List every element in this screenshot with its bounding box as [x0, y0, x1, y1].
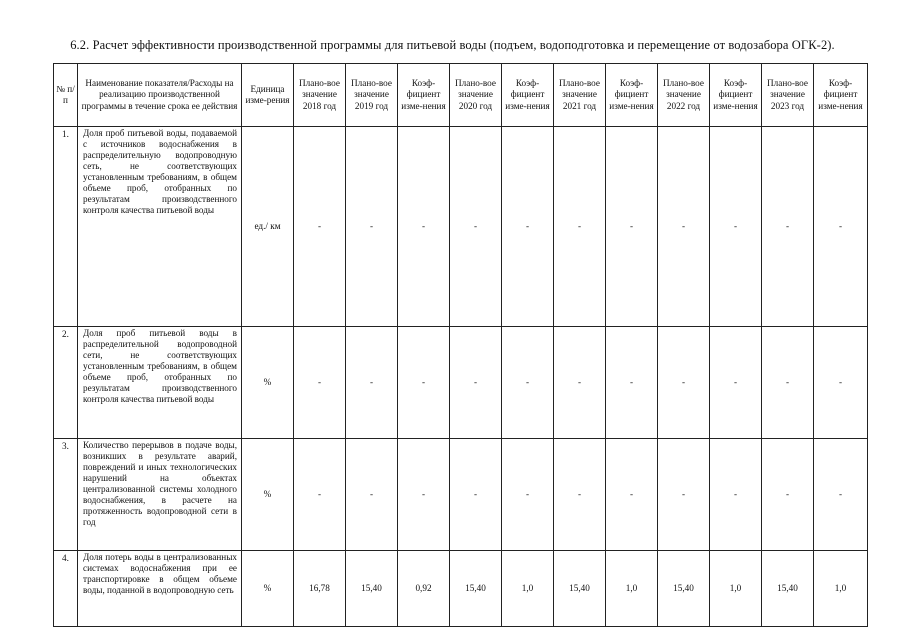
- table-row: [54, 551, 868, 627]
- cell-coef-2021: -: [606, 439, 658, 551]
- cell-plan-2020: -: [450, 439, 502, 551]
- cell-plan-2023: -: [762, 127, 814, 327]
- header-num: № п/п: [54, 64, 78, 127]
- cell-plan-2023: 15,40: [762, 551, 814, 627]
- header-coef-2020: Коэф-фициент изме-нения: [502, 64, 554, 127]
- cell-plan-2023: -: [762, 327, 814, 439]
- cell-plan-2018: -: [294, 327, 346, 439]
- cell-coef-2021: 1,0: [606, 551, 658, 627]
- row-name: Доля проб питьевой воды в распределительной водопроводной сети, не соответствующих установленным требованиям, в общем объеме проб, отобранных по результатам производственного контроля качества питьевой воды: [78, 327, 242, 439]
- cell-plan-2019: -: [346, 439, 398, 551]
- header-unit: Единица изме-рения: [242, 64, 294, 127]
- header-plan-2018: Плано-вое значение 2018 год: [294, 64, 346, 127]
- document-title: 6.2. Расчет эффективности производственной программы для питьевой воды (подъем, водоподготовка и перемещение от водозабора ОГК-2).: [70, 38, 835, 52]
- table-header-row: [54, 64, 868, 127]
- cell-coef-2020: -: [502, 127, 554, 327]
- cell-coef-2022: -: [710, 327, 762, 439]
- cell-coef-2022: 1,0: [710, 551, 762, 627]
- header-plan-2022: Плано-вое значение 2022 год: [658, 64, 710, 127]
- cell-plan-2020: -: [450, 327, 502, 439]
- cell-coef-2021: -: [606, 327, 658, 439]
- header-coef-2019: Коэф-фициент изме-нения: [398, 64, 450, 127]
- row-unit: %: [242, 439, 294, 551]
- cell-plan-2021: -: [554, 327, 606, 439]
- cell-coef-2021: -: [606, 127, 658, 327]
- row-unit: %: [242, 327, 294, 439]
- cell-plan-2019: -: [346, 327, 398, 439]
- cell-coef-2020: -: [502, 439, 554, 551]
- cell-coef-2019: 0,92: [398, 551, 450, 627]
- header-coef-2021: Коэф-фициент изме-нения: [606, 64, 658, 127]
- cell-plan-2018: -: [294, 439, 346, 551]
- row-num: 4.: [54, 551, 78, 627]
- cell-plan-2022: -: [658, 327, 710, 439]
- cell-plan-2021: -: [554, 439, 606, 551]
- cell-plan-2018: 16,78: [294, 551, 346, 627]
- header-plan-2019: Плано-вое значение 2019 год: [346, 64, 398, 127]
- table-row: [54, 327, 868, 439]
- cell-coef-2023: 1,0: [814, 551, 868, 627]
- cell-plan-2022: 15,40: [658, 551, 710, 627]
- cell-plan-2018: -: [294, 127, 346, 327]
- cell-plan-2022: -: [658, 439, 710, 551]
- row-unit: ед./ км: [242, 127, 294, 327]
- cell-plan-2021: 15,40: [554, 551, 606, 627]
- row-name: Количество перерывов в подаче воды, возникших в результате аварий, повреждений и иных технологических нарушений на объектах централизованной системы холодного водоснабжения, в расчете на протяженность водопроводной сети в год: [78, 439, 242, 551]
- cell-coef-2019: -: [398, 439, 450, 551]
- row-unit: %: [242, 551, 294, 627]
- cell-coef-2020: -: [502, 327, 554, 439]
- header-name: Наименование показателя/Расходы на реализацию производственной программы в течение срока ее действия: [78, 64, 242, 127]
- cell-plan-2019: -: [346, 127, 398, 327]
- cell-coef-2019: -: [398, 327, 450, 439]
- cell-coef-2020: 1,0: [502, 551, 554, 627]
- cell-coef-2023: -: [814, 327, 868, 439]
- header-plan-2023: Плано-вое значение 2023 год: [762, 64, 814, 127]
- cell-plan-2023: -: [762, 439, 814, 551]
- header-plan-2020: Плано-вое значение 2020 год: [450, 64, 502, 127]
- row-num: 2.: [54, 327, 78, 439]
- header-plan-2021: Плано-вое значение 2021 год: [554, 64, 606, 127]
- table-row: [54, 439, 868, 551]
- header-coef-2022: Коэф-фициент изме-нения: [710, 64, 762, 127]
- row-name: Доля потерь воды в централизованных системах водоснабжения при ее транспортировке в общем объеме воды, поданной в водопроводную сеть: [78, 551, 242, 627]
- cell-coef-2022: -: [710, 439, 762, 551]
- cell-plan-2019: 15,40: [346, 551, 398, 627]
- cell-plan-2020: -: [450, 127, 502, 327]
- cell-coef-2022: -: [710, 127, 762, 327]
- cell-plan-2022: -: [658, 127, 710, 327]
- table-row: [54, 127, 868, 327]
- cell-coef-2023: -: [814, 127, 868, 327]
- cell-coef-2019: -: [398, 127, 450, 327]
- row-name: Доля проб питьевой воды, подаваемой с источников водоснабжения в распределительную водопроводную сеть, не соответствующих установленным требованиям, в общем объеме проб, отобранных по результатам производственного контроля качества питьевой воды: [78, 127, 242, 327]
- row-num: 1.: [54, 127, 78, 327]
- cell-plan-2021: -: [554, 127, 606, 327]
- cell-coef-2023: -: [814, 439, 868, 551]
- row-num: 3.: [54, 439, 78, 551]
- efficiency-table: [53, 63, 868, 627]
- cell-plan-2020: 15,40: [450, 551, 502, 627]
- header-coef-2023: Коэф-фициент изме-нения: [814, 64, 868, 127]
